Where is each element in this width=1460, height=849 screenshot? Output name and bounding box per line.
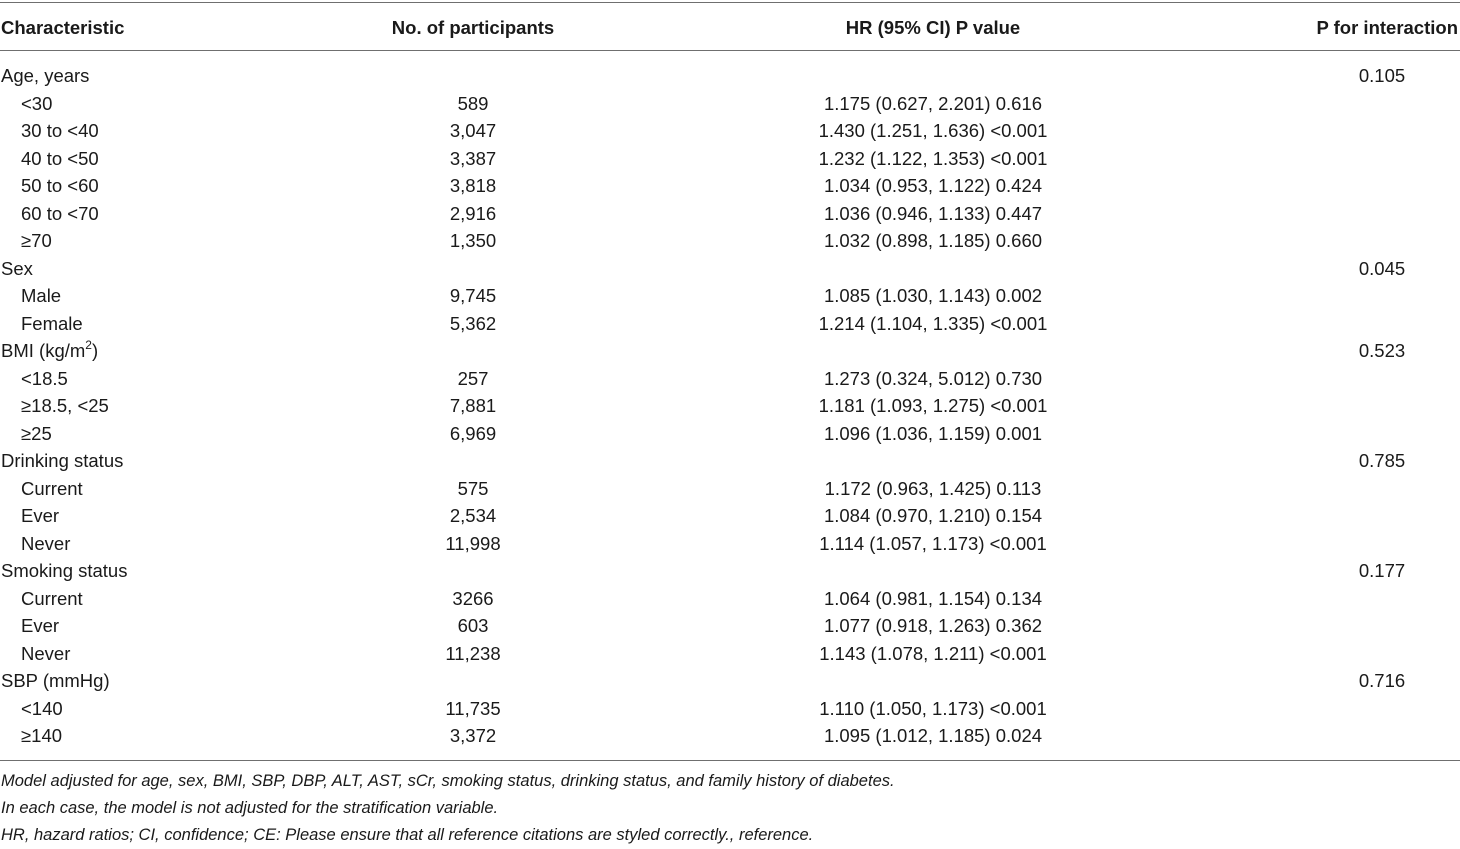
row-characteristic [21,313,83,335]
row-p-interaction: 0.785 [1358,450,1406,471]
row-characteristic-text: 60 to <70 [21,202,99,224]
row-characteristic [21,615,59,637]
row-characteristic-text: 30 to <40 [21,120,99,141]
row-characteristic [21,698,63,720]
row-characteristic [21,368,68,390]
row-hazard-ratio: 1.232 (1.122, 1.353) <0.001 [818,147,1048,169]
table-row [0,392,1460,420]
row-hazard-ratio: 1.095 (1.012, 1.185) 0.024 [823,725,1043,746]
row-characteristic-text: ≥25 [21,422,52,444]
table-row [0,172,1460,200]
row-characteristic-text: ≥70 [21,230,52,251]
table-row [0,145,1460,173]
row-hazard-ratio: 1.172 (0.963, 1.425) 0.113 [824,477,1042,499]
row-hazard-ratio: 1.273 (0.324, 5.012) 0.730 [823,367,1043,389]
row-characteristic-text: Never [21,642,71,664]
row-participants: 3266 [452,587,494,609]
table-row [0,90,1460,118]
table-row [0,667,1460,695]
header-p-interaction: P for interaction [1316,17,1458,38]
row-characteristic-text: ≥140 [21,725,63,746]
row-characteristic-text: Current [21,477,83,499]
row-p-interaction: 0.045 [1358,257,1406,279]
table-row [0,447,1460,475]
row-characteristic [21,93,52,115]
row-characteristic-suffix: ) [91,340,99,361]
row-participants: 3,372 [449,725,497,746]
row-hazard-ratio: 1.032 (0.898, 1.185) 0.660 [823,230,1043,251]
row-p-interaction: 0.105 [1358,65,1406,86]
row-characteristic [1,258,33,280]
row-characteristic-superscript: 2 [85,337,92,352]
table-row [0,420,1460,448]
table-row [0,502,1460,530]
row-characteristic [21,643,70,665]
row-characteristic-text: ≥18.5, <25 [21,395,109,416]
table-row [0,337,1460,365]
row-participants: 575 [457,477,489,499]
row-hazard-ratio: 1.214 (1.104, 1.335) <0.001 [818,312,1048,334]
table-row [0,695,1460,723]
row-participants: 11,735 [445,697,501,719]
row-participants: 3,047 [449,120,497,141]
row-characteristic-text: <140 [21,697,63,719]
row-characteristic [21,478,83,500]
row-characteristic [21,203,99,225]
row-characteristic [1,670,110,692]
row-p-interaction: 0.716 [1358,670,1406,691]
row-characteristic [1,450,123,472]
row-characteristic-text: <18.5 [21,367,68,389]
row-participants: 6,969 [449,422,497,444]
footnote: In each case, the model is not adjusted for the stratification variable. [1,799,499,817]
row-characteristic-text: Age, years [1,65,90,86]
table-row [0,585,1460,613]
row-characteristic [21,533,70,555]
row-hazard-ratio: 1.430 (1.251, 1.636) <0.001 [818,120,1048,141]
row-characteristic-text: BMI (kg/m [1,340,86,361]
table-row [0,640,1460,668]
row-hazard-ratio: 1.110 (1.050, 1.173) <0.001 [819,697,1047,719]
row-characteristic [21,148,99,170]
table-row [0,530,1460,558]
table-row [0,227,1460,255]
row-participants: 3,818 [449,175,497,196]
table-header-rule [0,50,1460,51]
row-characteristic-text: Ever [21,615,60,636]
row-characteristic [21,395,109,417]
table-body [0,62,1460,750]
row-characteristic [1,337,99,362]
row-characteristic [21,725,62,747]
row-hazard-ratio: 1.036 (0.946, 1.133) 0.447 [823,202,1043,224]
row-participants: 5,362 [449,312,497,334]
row-participants: 603 [457,615,489,636]
table-bottom-rule [0,760,1460,761]
row-hazard-ratio: 1.175 (0.627, 2.201) 0.616 [823,92,1043,114]
row-characteristic-text: 40 to <50 [21,147,99,169]
row-characteristic-text: Smoking status [1,560,128,581]
table-row [0,365,1460,393]
row-hazard-ratio: 1.096 (1.036, 1.159) 0.001 [823,422,1043,444]
header-participants: No. of participants [391,17,555,38]
row-participants: 11,998 [445,532,501,554]
row-hazard-ratio: 1.077 (0.918, 1.263) 0.362 [823,615,1043,636]
header-hr: HR (95% CI) P value [845,17,1021,38]
row-participants: 589 [457,92,489,114]
row-participants: 11,238 [445,642,501,664]
row-characteristic [21,285,61,307]
row-characteristic-text: Sex [1,257,33,279]
header-characteristic: Characteristic [1,17,125,38]
row-characteristic-text: Drinking status [1,450,124,471]
row-participants: 257 [457,367,489,389]
row-participants: 2,916 [449,202,497,224]
row-hazard-ratio: 1.114 (1.057, 1.173) <0.001 [819,532,1047,554]
row-characteristic-text: Ever [21,505,60,526]
row-characteristic [1,560,127,582]
row-characteristic [21,423,52,445]
row-characteristic [21,588,83,610]
row-participants: 9,745 [449,285,497,306]
row-p-interaction: 0.523 [1358,340,1406,361]
table-row [0,200,1460,228]
table-header-row [0,3,1460,50]
row-characteristic-text: Female [21,312,83,334]
row-characteristic [21,175,99,197]
table-row [0,62,1460,90]
row-characteristic [1,65,89,87]
row-hazard-ratio: 1.084 (0.970, 1.210) 0.154 [823,505,1043,526]
row-characteristic-text: Current [21,587,83,609]
row-characteristic-text: <30 [21,92,53,114]
table-row [0,117,1460,145]
row-characteristic [21,230,52,252]
row-participants: 3,387 [449,147,497,169]
row-characteristic-text: Male [21,285,62,306]
row-hazard-ratio: 1.143 (1.078, 1.211) <0.001 [819,642,1047,664]
row-participants: 7,881 [449,395,497,416]
footnote: HR, hazard ratios; CI, confidence; CE: Please ensure that all reference citations are styled correctly., reference. [1,826,814,844]
row-hazard-ratio: 1.181 (1.093, 1.275) <0.001 [818,395,1048,416]
row-characteristic [21,505,59,527]
row-hazard-ratio: 1.064 (0.981, 1.154) 0.134 [823,587,1043,609]
row-characteristic-text: 50 to <60 [21,175,99,196]
row-characteristic-text: SBP (mmHg) [1,670,110,691]
table-row [0,557,1460,585]
table-row [0,310,1460,338]
footnote: Model adjusted for age, sex, BMI, SBP, DBP, ALT, AST, sCr, smoking status, drinking status, and family history of diabetes. [1,772,895,790]
row-characteristic [21,120,99,142]
row-characteristic-text: Never [21,532,71,554]
row-hazard-ratio: 1.034 (0.953, 1.122) 0.424 [823,175,1043,196]
row-p-interaction: 0.177 [1358,560,1406,581]
table-row [0,612,1460,640]
table-row [0,722,1460,750]
row-participants: 1,350 [449,230,497,251]
table-row [0,475,1460,503]
row-participants: 2,534 [449,505,497,526]
table-footnotes [1,768,1441,849]
table-row [0,282,1460,310]
row-hazard-ratio: 1.085 (1.030, 1.143) 0.002 [823,285,1043,306]
table-row [0,255,1460,283]
